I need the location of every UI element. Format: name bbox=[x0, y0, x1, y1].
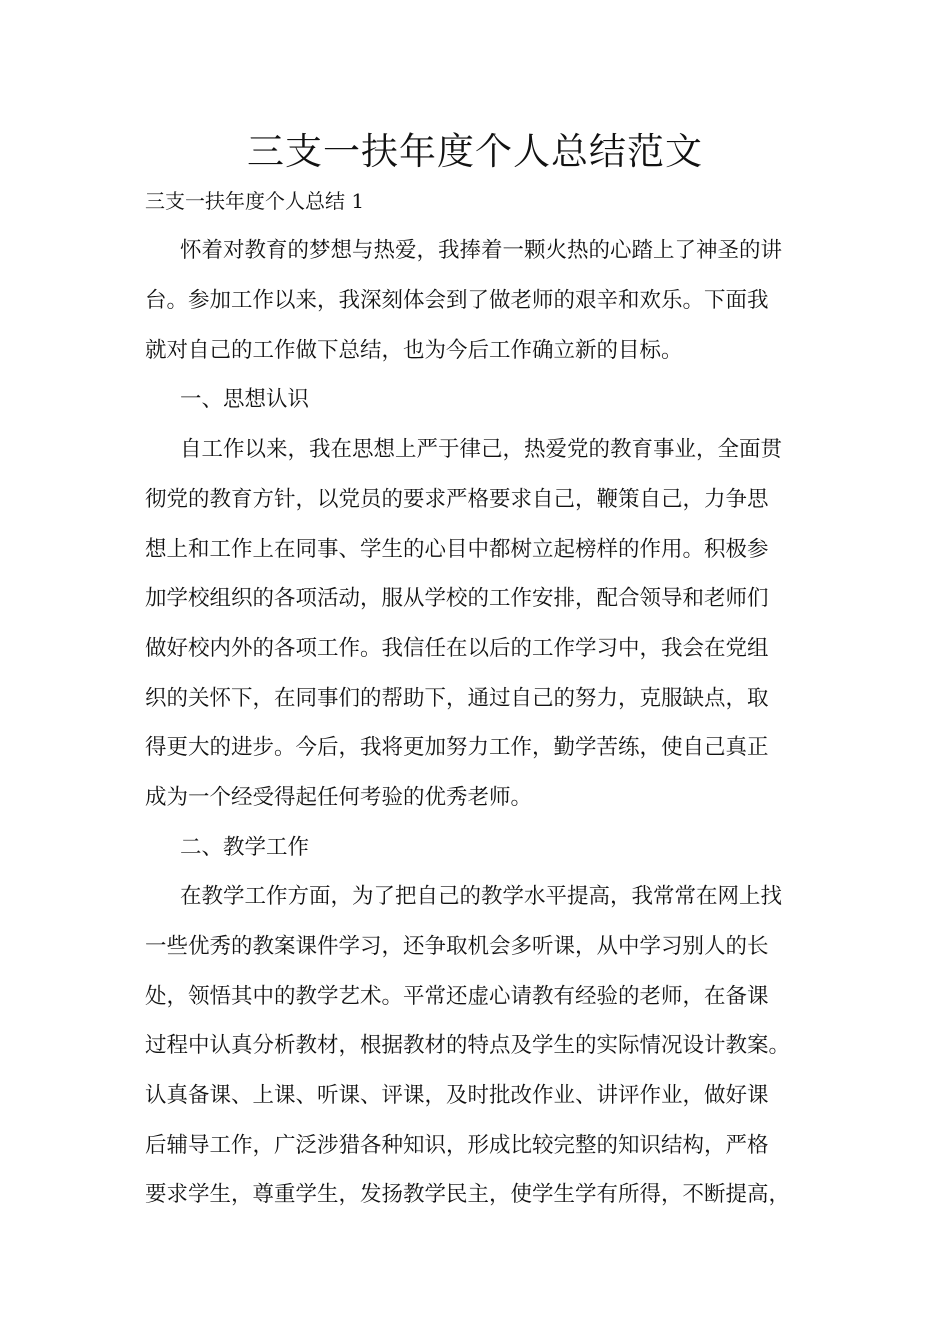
body-line: 认真备课、上课、听课、评课，及时批改作业、讲评作业，做好课 bbox=[145, 1083, 769, 1108]
body-line: 做好校内外的各项工作。我信任在以后的工作学习中，我会在党组 bbox=[145, 636, 769, 661]
body-line: 一些优秀的教案课件学习，还争取机会多听课，从中学习别人的长 bbox=[145, 934, 769, 959]
body-line: 加学校组织的各项活动，服从学校的工作安排，配合领导和老师们 bbox=[145, 586, 769, 611]
body-line: 处，领悟其中的教学艺术。平常还虚心请教有经验的老师，在备课 bbox=[145, 984, 769, 1009]
body-line: 织的关怀下，在同事们的帮助下，通过自己的努力，克服缺点，取 bbox=[145, 686, 769, 711]
body-line: 自工作以来，我在思想上严于律己，热爱党的教育事业，全面贯 bbox=[180, 437, 783, 462]
body-line: 就对自己的工作做下总结，也为今后工作确立新的目标。 bbox=[145, 338, 683, 363]
body-line: 想上和工作上在同事、学生的心目中都树立起榜样的作用。积极参 bbox=[145, 537, 769, 562]
section-heading: 一、思想认识 bbox=[180, 387, 310, 412]
body-line: 要求学生，尊重学生，发扬教学民主，使学生学有所得，不断提高， bbox=[145, 1182, 791, 1207]
body-line: 成为一个经受得起任何考验的优秀老师。 bbox=[145, 785, 533, 810]
body-line: 台。参加工作以来，我深刻体会到了做老师的艰辛和欢乐。下面我 bbox=[145, 288, 769, 313]
body-line: 后辅导工作，广泛涉猎各种知识，形成比较完整的知识结构，严格 bbox=[145, 1133, 769, 1158]
body-line: 得更大的进步。今后，我将更加努力工作，勤学苦练，使自己真正 bbox=[145, 735, 769, 760]
document-title: 三支一扶年度个人总结范文 bbox=[247, 130, 703, 173]
body-line: 在教学工作方面，为了把自己的教学水平提高，我常常在网上找 bbox=[180, 884, 783, 909]
document-subtitle: 三支一扶年度个人总结 1 bbox=[145, 189, 365, 213]
body-line: 怀着对教育的梦想与热爱，我捧着一颗火热的心踏上了神圣的讲 bbox=[180, 238, 783, 263]
body-line: 彻党的教育方针，以党员的要求严格要求自己，鞭策自己，力争思 bbox=[145, 487, 769, 512]
body-line: 过程中认真分析教材，根据教材的特点及学生的实际情况设计教案。 bbox=[145, 1033, 791, 1058]
section-heading: 二、教学工作 bbox=[180, 835, 310, 860]
